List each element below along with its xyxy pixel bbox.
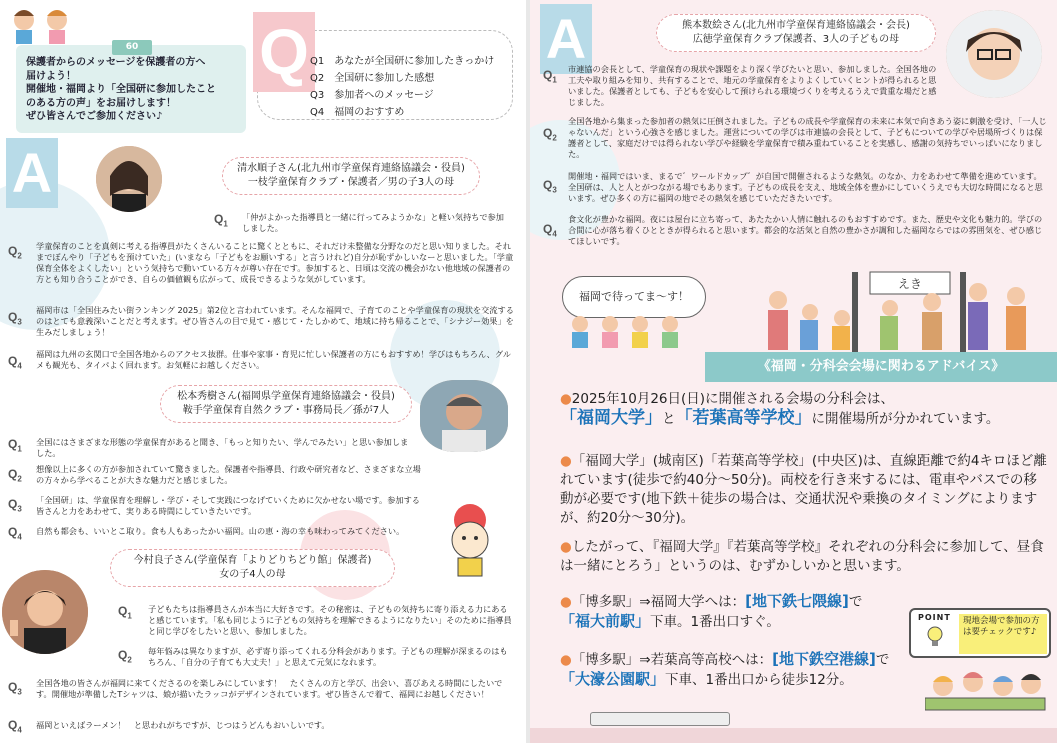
q3-icon: $Q_3$	[543, 178, 557, 195]
intro-line: 開催地・福岡より「全国研に参加したこと	[26, 84, 216, 95]
advice-heading: 《福岡・分科会会場に関わるアドバイス》	[705, 352, 1057, 382]
advice-item-2	[560, 452, 1050, 528]
intro-line: 保護者からのメッセージを保護者の方へ	[26, 57, 206, 68]
advice-text: 「博多駅」⇒福岡大学へは：	[571, 594, 746, 610]
a-letter: A	[540, 4, 592, 74]
speaker-role: 女の子4人の母	[219, 569, 286, 580]
answer-text: 福岡は九州の玄関口で全国各地からのアクセス抜群。仕事や家事・育児に忙しい保護者の方にもおすすめ！学びはもちろん、グルメも観光も、タイパよく回れます。お気軽にお越しください。	[36, 349, 511, 370]
advice-text: 「博多駅」⇒若葉高等高校へは：	[571, 652, 773, 668]
q1-icon: $Q_1$	[8, 437, 22, 454]
kids-pencil-illustration	[925, 664, 1055, 724]
bullet-dot: ●	[560, 453, 572, 469]
answer-text: 市連協の会長として、学童保育の現状や課題をより深く学びたいと思い、参加しました。全国各地の工夫や取り組みを知り、共有することで、地元の学童保育をよりよくしていくヒントが得られると思いました。保護者としても、子どもを安心して預けられる環境づくりを考えるうえで貴重な場だと感じました。	[568, 64, 937, 107]
speech-bubble: 福岡で待ってま～す！	[562, 276, 706, 318]
avatar	[2, 570, 88, 654]
speaker-name: 松本秀樹さん(福岡県学童保育連絡協議会・役員)	[177, 391, 395, 402]
answer-text: 食文化が豊かな福岡。夜には屋台に立ち寄って、あたたかい人情に触れるのもおすすめです。また、歴史や文化も魅力的。学びの合間に心が落ち着くひとときが得られると思います。都会的な活気と自然の豊かさが調和した福岡ならではの雰囲気を、ぜひ感じてほしいです。	[568, 214, 1043, 246]
q4-icon: $Q_4$	[543, 222, 557, 239]
question-item: Q2 全国研に参加した感想	[310, 73, 435, 84]
train-illustration	[590, 712, 730, 726]
speaker-role: 広徳学童保育クラブ保護者、3人の子どもの母	[692, 34, 900, 45]
issue-badge: 60	[112, 40, 152, 55]
answer-text: 福岡市は「全国住みたい街ランキング 2025」第2位と言われています。そんな福岡で、子育てのことや学童保育の現状を交流するのはとても意義深いことだと考えます。ぜひ皆さんの目で見て・感じて・たしかめて、地域に持ち帰ることで、「シナジー効果」を生みだしましょう！	[36, 305, 514, 337]
answer-text: 「全国研」は、学童保育を理解し・学び・そして実践につなげていくために欠かせない場です。参加する皆さんと力をあわせて、実りある時間にしていきたいです。	[36, 495, 420, 516]
speaker-namebox	[160, 385, 412, 423]
answer-text: 毎年悩みは異なりますが、必ず寄り添ってくれる分科会があります。子どもの理解が深まるのはもちろん、「自分の子育ても大丈夫！」と思えて元気になれます。	[148, 646, 508, 667]
q-letter: Q	[253, 12, 315, 92]
bullet-dot: ●	[560, 594, 572, 610]
intro-text	[26, 56, 248, 124]
advice-text: 下車。1番出口すぐ。	[650, 614, 780, 630]
a-letter: A	[6, 138, 58, 208]
advice-item-4	[560, 592, 900, 632]
bullet-dot: ●	[560, 391, 572, 407]
answer-text: 想像以上に多くの方が参加されていて驚きました。保護者や指導員、行政や研究者など、さまざまな立場の方々から学べることが大きな魅力だと感じました。	[36, 464, 421, 485]
speaker-namebox	[656, 14, 936, 52]
answer-text: 全国にはさまざまな形態の学童保育があると聞き、「もっと知りたい、学んでみたい」と思い参加しました。	[36, 437, 409, 458]
advice-text: で	[848, 594, 863, 610]
station-sign-text: えき	[897, 277, 923, 291]
advice-text: 下車、1番出口から徒歩12分。	[665, 672, 853, 688]
intro-line: 届けよう！	[26, 70, 76, 82]
q2-icon: $Q_2$	[8, 467, 22, 484]
q3-icon: $Q_3$	[8, 497, 22, 514]
q1-icon: $Q_1$	[214, 212, 228, 229]
speaker-role: 一枝学童保育クラブ・保護者／男の子3人の母	[247, 177, 455, 188]
subway-line-kuko: [地下鉄空港線]	[772, 650, 876, 668]
answer-text: 子どもたちは指導員さんが本当に大好きです。その秘密は、子どもの気持ちに寄り添える力にあると感じています。「私も同じように子どもの気持ちを理解できるようになりたい」そのために指導員と同じ学びをしたいと思い、参加しました。	[148, 604, 512, 636]
venue-fukuoka-university: 「福岡大学」	[560, 408, 662, 428]
answer-text: 自然も都会も、いいとこ取り。食も人もあったかい福岡。山の恵・海の幸も味わってみてください。	[36, 526, 405, 536]
intro-line: ぜひ皆さんでご参加ください♪	[26, 111, 163, 122]
q2-icon: $Q_2$	[543, 126, 557, 143]
station-illustration	[560, 262, 1057, 354]
answer-text: 全国各地の皆さんが福岡に来てくださるのを楽しみにしています！ たくさんの方と学び、出会い、喜びあえる時間にしたいです。開催地が準備したTシャツは、娘が描いたラッコがデザインされています。ぜひ皆さんで着て、福岡にお越しください！	[36, 678, 503, 699]
speaker-namebox	[110, 549, 395, 587]
q2-icon: $Q_2$	[118, 648, 132, 665]
speaker-namebox	[222, 157, 480, 195]
answer-text: 学童保育のことを真剣に考える指導員がたくさんいることに驚くとともに、それだけ未整備な分野なのだと思い知りました。それまでぼんやり「子どもを預けていた」(いまなら「子どもをお願いする」と言うけれど)自分が恥ずかしいなーと思いました。「学童保育全体をよくしたい」という気持ちで動いている方々が尊い存在です。参加すると、日頃は交流の機会がない他地域の保護者の方とも知り合うことができ、自らの価値観も広がって、成長できるような気がしています。	[36, 241, 514, 284]
speaker-name: 熊本数絵さん(北九州市学童保育連絡協議会・会長)	[682, 20, 910, 31]
avatar	[96, 146, 162, 212]
bullet-dot: ●	[560, 539, 572, 555]
avatar	[420, 380, 508, 452]
question-item: Q4 福岡のおすすめ	[310, 107, 405, 118]
answer-text: 開催地・福岡ではいま、まるで゛ワールドカップ゛が自国で開催されるような熱気。のなか、力をあわせて準備を進めています。全国研は、人と人とがつながる場でもあります。子どもの成長を支え、地域全体を豊かにしていくうえでも大切な時間になると思います。ぜひ多くの方に福岡の地でその熱気を感じていただきたいです。	[568, 171, 1043, 203]
point-text: 現地会場で参加の方は要チェックです♪	[959, 614, 1047, 654]
question-item: Q3 参加者へのメッセージ	[310, 90, 434, 101]
advice-item-5	[560, 650, 920, 690]
station-fukudaimae: 「福大前駅」	[560, 612, 651, 630]
advice-text: に開催場所が分かれています。	[811, 411, 1000, 427]
answer-text: 福岡といえばラーメン！ と思われがちですが、じつはうどんもおいしいです。	[36, 720, 330, 730]
intro-line: のある方の声」をお届けします！	[26, 97, 176, 109]
lightbulb-icon	[926, 626, 944, 648]
q4-icon: $Q_4$	[8, 525, 22, 542]
advice-item-3	[560, 538, 1050, 576]
advice-text: 2025年10月26日(日)に開催される会場の分科会は、	[571, 391, 895, 407]
kids-illustration	[2, 4, 82, 48]
station-ohorikoen: 「大濠公園駅」	[560, 670, 666, 688]
mascot-illustration	[440, 500, 500, 580]
avatar	[946, 10, 1042, 98]
q4-icon: $Q_4$	[8, 718, 22, 735]
bottom-band	[530, 728, 1057, 743]
advice-item-1	[560, 390, 1050, 429]
advice-text: 「福岡大学」(城南区)「若葉高等学校」(中央区)は、直線距離で約4キロほど離れています(徒歩で約40分～50分)。両校を行き来するには、電車やバスでの移動が必要です(地下鉄＋徒歩の場合は、交通状況や乗換のタイミングによりますが、約20分～30分)。	[560, 453, 1047, 526]
point-label: POINT	[918, 613, 951, 622]
subway-line-nanakuma: [地下鉄七隈線]	[745, 592, 849, 610]
advice-text: したがって、『福岡大学』『若葉高等学校』それぞれの分科会に参加して、昼食は一緒にとろう」というのは、むずかしいかと思います。	[560, 539, 1044, 574]
left-page	[0, 0, 526, 743]
speaker-role: 鞍手学童保育自然クラブ・事務局長／孫が7人	[182, 405, 390, 416]
q1-icon: $Q_1$	[543, 68, 557, 85]
q3-icon: $Q_3$	[8, 680, 22, 697]
q2-icon: $Q_2$	[8, 244, 22, 261]
q3-icon: $Q_3$	[8, 310, 22, 327]
advice-text: と	[662, 411, 676, 427]
answer-text: 全国各地から集まった参加者の熱気に圧倒されました。子どもの成長や学童保育の未来に本気で向きあう姿に刺激を受け、「一人じゃないんだ」という心強さを感じました。運営についての学びは市連協の会長として、子どもについての学びや居場所づくりは保護者として、家庭だけでは得られない学びや経験を学童保育で積み重ねていることを実感し、感謝の気持ちでいっぱいになりました。	[568, 116, 1047, 159]
speaker-name: 今村良子さん(学童保育「よりどりちどり館」保護者)	[133, 555, 372, 566]
q4-icon: $Q_4$	[8, 354, 22, 371]
advice-text: で	[875, 652, 890, 668]
venue-wakaba-high-school: 「若葉高等学校」	[675, 408, 812, 428]
bullet-dot: ●	[560, 652, 572, 668]
speaker-name: 清水順子さん(北九州市学童保育連絡協議会・役員)	[237, 163, 465, 174]
q1-icon: $Q_1$	[118, 604, 132, 621]
answer-text: 「仲がよかった指導員と一緒に行ってみようかな」と軽い気持ちで参加しました。	[242, 212, 504, 233]
question-item: Q1 あなたが全国研に参加したきっかけ	[310, 56, 495, 67]
